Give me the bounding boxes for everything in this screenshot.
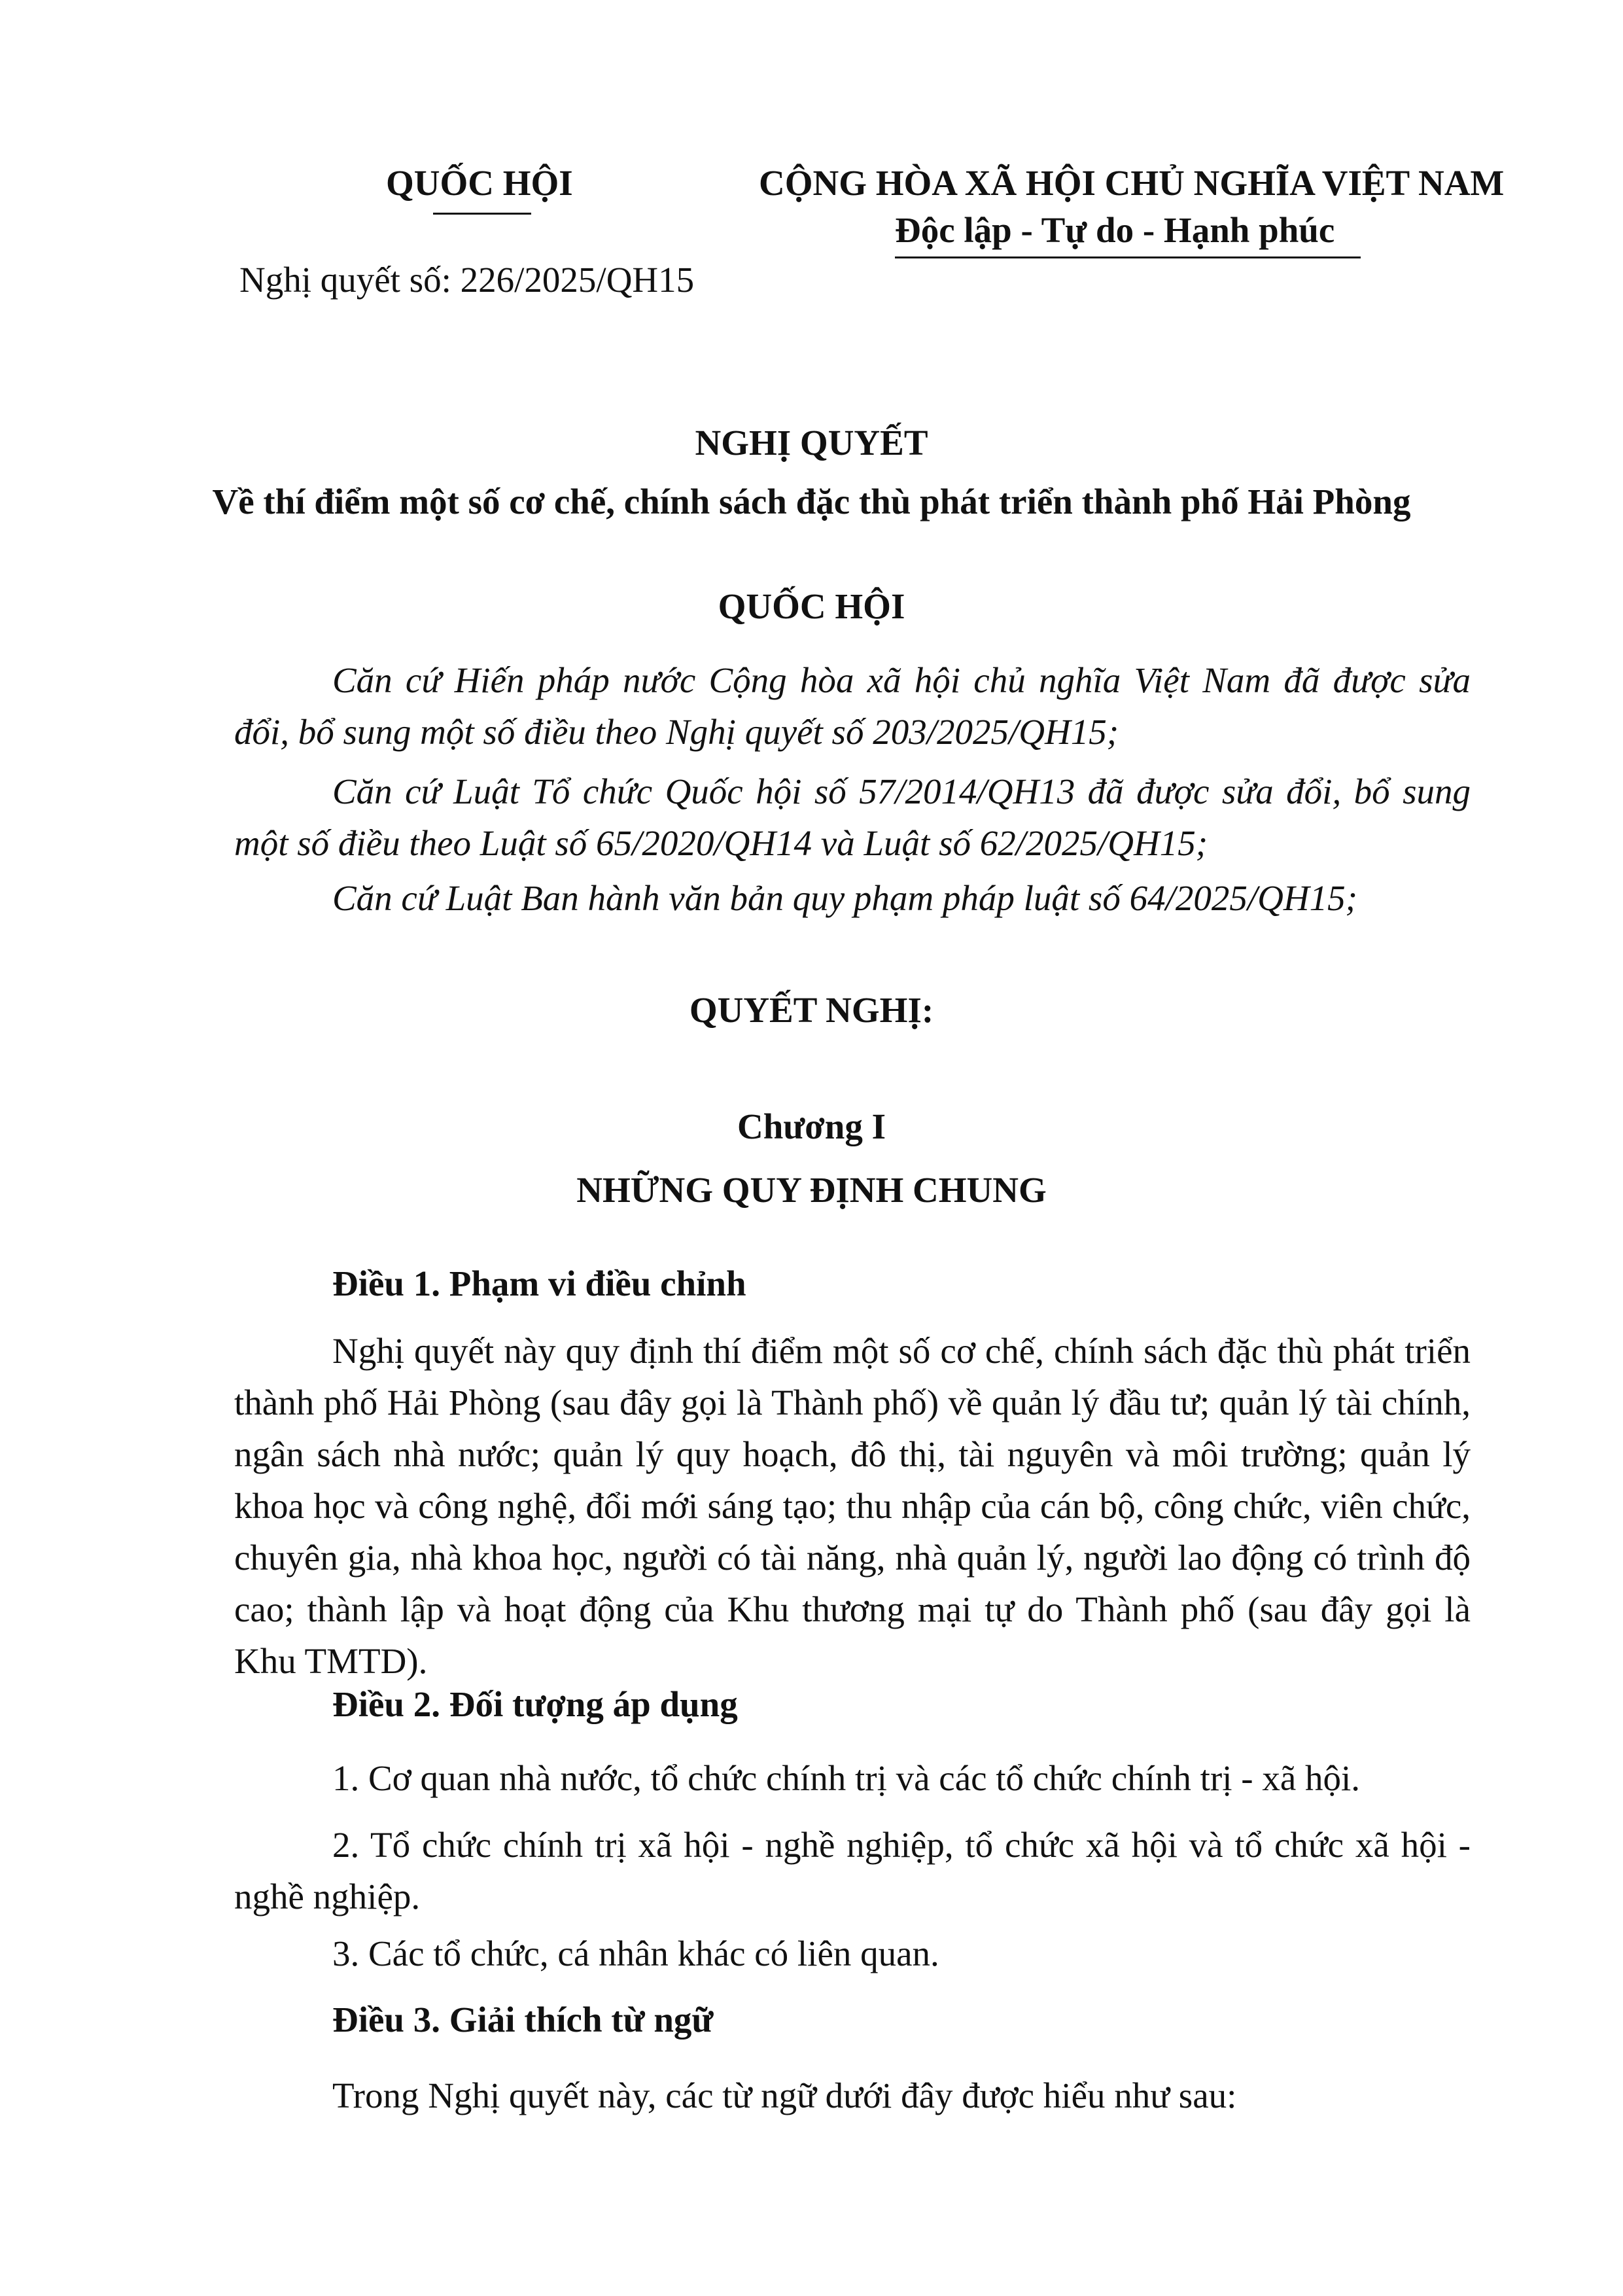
header-motto-underline xyxy=(895,256,1361,258)
legal-basis-1: Căn cứ Hiến pháp nước Cộng hòa xã hội chủ nghĩa Việt Nam đã được sửa đổi, bổ sung một số điều theo Nghị quyết số 203/2025/QH15; xyxy=(234,660,1471,752)
header-left-org: QUỐC HỘI xyxy=(386,163,573,203)
header-country: CỘNG HÒA XÃ HỘI CHỦ NGHĨA VIỆT NAM xyxy=(759,163,1505,203)
header-motto: Độc lập - Tự do - Hạnh phúc xyxy=(895,210,1335,250)
resolution-number: Nghị quyết số: 226/2025/QH15 xyxy=(239,260,695,300)
legal-basis-3: Căn cứ Luật Ban hành văn bản quy phạm pháp luật số 64/2025/QH15; xyxy=(332,878,1357,918)
article-2-heading: Điều 2. Đối tượng áp dụng xyxy=(332,1684,738,1724)
header-left-divider xyxy=(433,213,531,215)
chapter-number: Chương I xyxy=(737,1106,886,1146)
chapter-name: NHỮNG QUY ĐỊNH CHUNG xyxy=(576,1170,1047,1210)
document-type: NGHỊ QUYẾT xyxy=(695,423,928,463)
document-subject: Về thí điểm một số cơ chế, chính sách đặc thù phát triển thành phố Hải Phòng xyxy=(212,482,1411,521)
issuer-heading: QUỐC HỘI xyxy=(718,586,905,626)
article-1-body: Nghị quyết này quy định thí điểm một số cơ chế, chính sách đặc thù phát triển thành phố Hải Phòng (sau đây gọi là Thành phố) về quản lý đầu tư; quản lý tài chính, ngân sách nhà nước; quản lý quy hoạch, đô thị, tài nguyên và môi trường; quản lý khoa học và công nghệ, đổi mới sáng tạo; thu nhập của cán bộ, công chức, viên chức, chuyên gia, nhà khoa học, người có tài năng, nhà quản lý, người lao động có trình độ cao; thành lập và hoạt động của Khu thương mại tự do Thành phố (sau đây gọi là Khu TMTD). xyxy=(234,1331,1471,1681)
article-3-body: Trong Nghị quyết này, các từ ngữ dưới đây được hiểu như sau: xyxy=(332,2075,1237,2115)
article-1-heading: Điều 1. Phạm vi điều chỉnh xyxy=(332,1263,746,1303)
legal-basis-2: Căn cứ Luật Tổ chức Quốc hội số 57/2014/QH13 đã được sửa đổi, bổ sung một số điều theo Luật số 65/2020/QH14 và Luật số 62/2025/QH15; xyxy=(234,771,1471,863)
article-2-item-2: 2. Tổ chức chính trị xã hội - nghề nghiệp, tổ chức xã hội và tổ chức xã hội - nghề nghiệp. xyxy=(234,1825,1471,1916)
decision-heading: QUYẾT NGHỊ: xyxy=(689,990,934,1030)
article-2-item-1: 1. Cơ quan nhà nước, tổ chức chính trị và các tổ chức chính trị - xã hội. xyxy=(332,1758,1361,1798)
article-2-item-3: 3. Các tổ chức, cá nhân khác có liên quan. xyxy=(332,1934,939,1973)
article-3-heading: Điều 3. Giải thích từ ngữ xyxy=(332,2000,714,2040)
